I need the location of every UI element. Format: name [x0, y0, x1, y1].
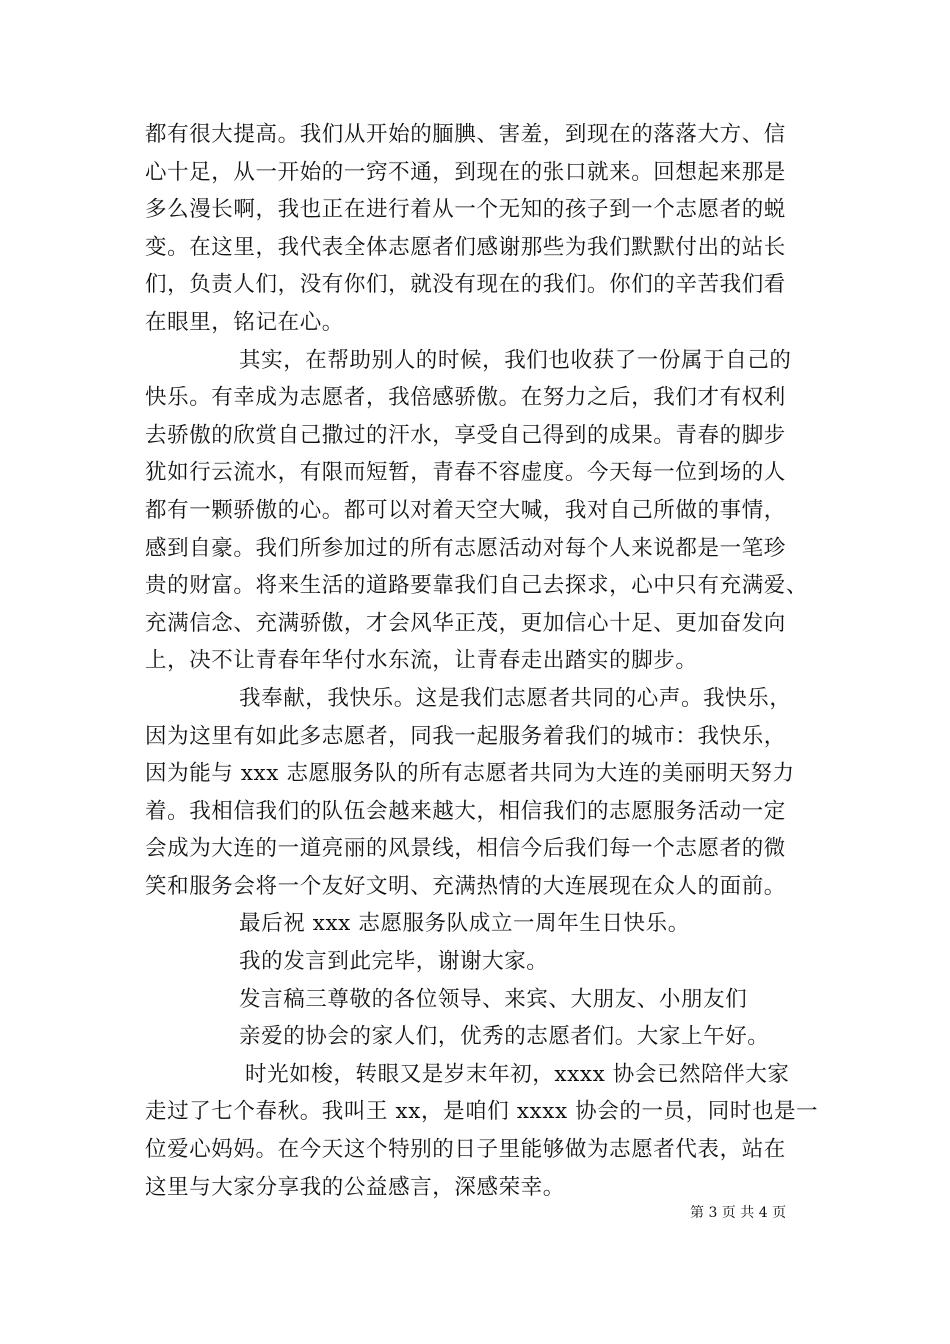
text-line: 变。在这里，我代表全体志愿者们感谢那些为我们默默付出的站长 [145, 234, 786, 260]
text-line: 都有一颗骄傲的心。都可以对着天空大喊，我对自己所做的事情， [145, 497, 786, 523]
text-line: 这里与大家分享我的公益感言，深感荣幸。 [145, 1174, 565, 1200]
text-line: 因为能与 xxx 志愿服务队的所有志愿者共同为大连的美丽明天努力 [145, 761, 795, 787]
text-line: 快乐。有幸成为志愿者，我倍感骄傲。在努力之后，我们才有权利 [145, 385, 786, 411]
text-line: 多么漫长啊，我也正在进行着从一个无知的孩子到一个志愿者的蜕 [145, 197, 786, 223]
paragraph-start-line: 时光如梭，转眼又是岁末年初，xxxx 协会已然陪伴大家 [245, 1061, 790, 1087]
text-line: 着。我相信我们的队伍会越来越大，相信我们的志愿服务活动一定 [145, 798, 786, 824]
text-line: 充满信念、充满骄傲，才会风华正茂，更加信心十足、更加奋发向 [145, 610, 786, 636]
text-line: 会成为大连的一道亮丽的风景线，相信今后我们每一个志愿者的微 [145, 836, 786, 862]
text-line: 在眼里，铭记在心。 [145, 309, 344, 335]
text-line: 都有很大提高。我们从开始的腼腆、害羞，到现在的落落大方、信 [145, 122, 786, 147]
text-line: 去骄傲的欣赏自己撒过的汗水，享受自己得到的成果。青春的脚步 [145, 422, 786, 448]
document-body [145, 116, 819, 1206]
text-line: 走过了七个春秋。我叫王 xx，是咱们 xxxx 协会的一员，同时也是一 [145, 1099, 819, 1125]
text-line: 贵的财富。将来生活的道路要靠我们自己去探求，心中只有充满爱、 [145, 573, 809, 599]
text-line: 心十足，从一开始的一窍不通，到现在的张口就来。回想起来那是 [145, 159, 786, 185]
paragraph-start-line: 亲爱的协会的家人们，优秀的志愿者们。大家上午好。 [239, 1024, 770, 1050]
text-line: 笑和服务会将一个友好文明、充满热情的大连展现在众人的面前。 [145, 873, 786, 899]
paragraph-start-line: 我奉献，我快乐。这是我们志愿者共同的心声。我快乐， [239, 685, 792, 711]
text-line: 上，决不让青春年华付水东流，让青春走出踏实的脚步。 [145, 648, 698, 674]
text-line: 因为这里有如此多志愿者，同我一起服务着我们的城市：我快乐， [145, 723, 786, 749]
paragraph-start-line: 其实，在帮助别人的时候，我们也收获了一份属于自己的 [239, 347, 792, 373]
paragraph-start-line: 最后祝 xxx 志愿服务队成立一周年生日快乐。 [239, 911, 690, 937]
paragraph-start-line: 发言稿三尊敬的各位领导、来宾、大朋友、小朋友们 [239, 986, 748, 1012]
text-line: 位爱心妈妈。在今天这个特别的日子里能够做为志愿者代表，站在 [145, 1137, 786, 1163]
page-indicator: 第 3 页 共 4 页 [690, 1205, 787, 1221]
text-line: 感到自豪。我们所参加过的所有志愿活动对每个人来说都是一笔珍 [145, 535, 786, 561]
text-line: 们，负责人们，没有你们，就没有现在的我们。你们的辛苦我们看 [145, 272, 786, 298]
text-line: 犹如行云流水，有限而短暂，青春不容虚度。今天每一位到场的人 [145, 460, 786, 486]
paragraph-start-line: 我的发言到此完毕，谢谢大家。 [239, 949, 549, 975]
